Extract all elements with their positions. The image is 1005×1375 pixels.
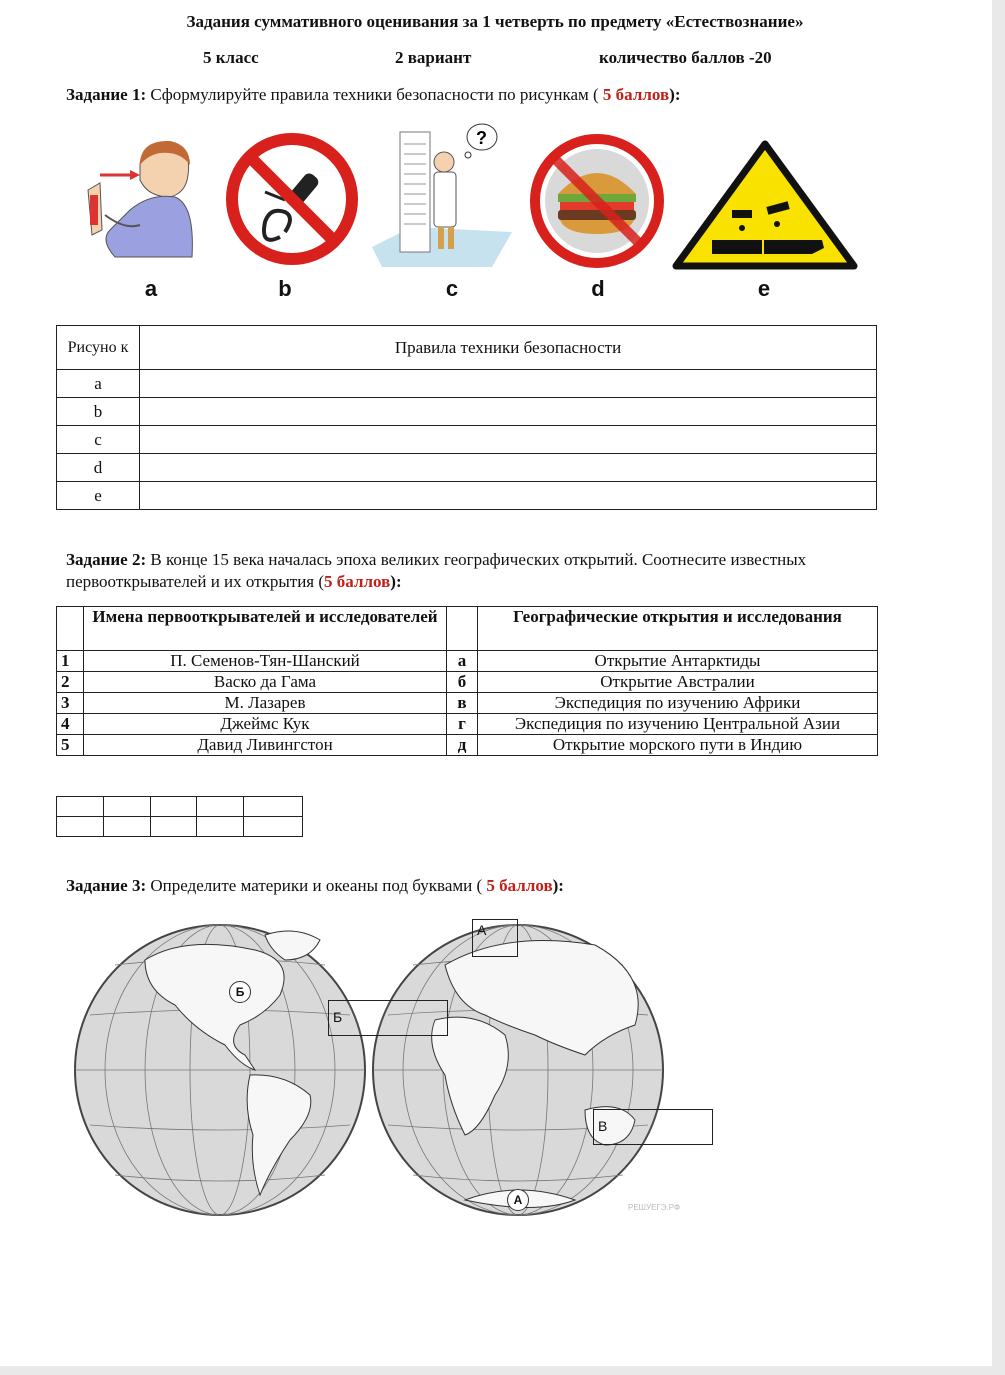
task2-row-name: М. Лазарев [84,693,447,714]
task2-row-num: 3 [57,693,84,714]
task2-prompt-line2 [66,572,402,592]
task1-end: ): [669,85,681,104]
task2-row-discovery: Открытие Антарктиды [478,651,878,672]
task1-col-picture-header: Рисуно к [57,326,140,370]
task1-prompt [66,85,680,105]
map-circle-label-b: Б [229,981,251,1003]
task1-row-letter: a [57,370,140,398]
task2-row-discovery: Открытие Австралии [478,672,878,693]
answer-cell[interactable] [57,817,104,837]
answer-cell[interactable] [150,797,197,817]
task2-num-header [57,607,84,651]
task2-row-name: Васко да Гама [84,672,447,693]
task2-row-letter: в [447,693,478,714]
svg-text:?: ? [476,128,487,148]
picture-c-read-instructions [372,122,512,272]
picture-letter-d: d [591,276,605,301]
task2-discoveries-header: Географические открытия и исследования [478,607,878,651]
task3-score: 5 баллов [486,876,553,895]
answer-cell[interactable] [150,817,197,837]
task2-score: 5 баллов [324,572,391,591]
map-box-label-a[interactable]: А [472,919,518,957]
task2-row-discovery: Открытие морского пути в Индию [478,735,878,756]
eastern-hemisphere [373,925,663,1215]
map-watermark: РЕШУЕГЭ.РФ [628,1203,681,1212]
task2-row-discovery: Экспедиция по изучению Африки [478,693,878,714]
map-box-label-v[interactable]: В [593,1109,713,1145]
task2-row-letter: а [447,651,478,672]
task1-text: Сформулируйте правила техники безопасности по рисункам ( [146,85,603,104]
task2-row-num: 5 [57,735,84,756]
task2-names-header: Имена первооткрывателей и исследователей [84,607,447,651]
variant-label: 2 вариант [395,48,472,67]
task2-row-letter: б [447,672,478,693]
task2-end: ): [390,572,402,591]
task3-text: Определите материки и океаны под буквами ( [146,876,487,895]
picture-letter-e: e [757,276,771,301]
task1-row-letter: d [57,454,140,482]
picture-d-no-food [528,132,666,270]
task1-table [56,325,877,510]
answer-cell[interactable] [244,817,303,837]
picture-a-heating-tube [70,135,195,260]
western-hemisphere [75,925,365,1215]
answer-cell[interactable] [197,797,244,817]
task3-label: Задание 3: [66,876,147,895]
task1-row-letter: c [57,426,140,454]
task2-label: Задание 2: [66,550,147,569]
answer-cell[interactable] [197,817,244,837]
task1-answer-cell[interactable] [140,398,877,426]
task2-text-line2: первооткрывателей и их открытия ( [66,572,325,591]
task2-row-num: 2 [57,672,84,693]
task1-answer-cell[interactable] [140,482,877,510]
task2-row-name: Джеймс Кук [84,714,447,735]
task1-answer-cell[interactable] [140,426,877,454]
task1-row-letter: b [57,398,140,426]
task1-answer-cell[interactable] [140,454,877,482]
task3-prompt [66,876,564,896]
task2-text-line1: В конце 15 века началась эпоха великих географических открытий. Соотнесите известных [146,550,807,569]
task2-table [56,606,878,756]
picture-e-corrosive-warning [672,140,858,270]
task2-row-letter: д [447,735,478,756]
task1-col-rules-header: Правила техники безопасности [140,326,877,370]
picture-letter-c: c [445,276,459,301]
task2-row-discovery: Экспедиция по изучению Центральной Азии [478,714,878,735]
task3-end: ): [552,876,564,895]
page-title: Задания суммативного оценивания за 1 четверть по предмету «Естествознание» [186,12,804,31]
task1-label: Задание 1: [66,85,147,104]
picture-letter-b: b [278,276,292,301]
task2-row-name: П. Семенов-Тян-Шанский [84,651,447,672]
task1-score: 5 баллов [602,85,670,104]
task1-answer-cell[interactable] [140,370,877,398]
map-circle-label-a: А [507,1189,529,1211]
task2-row-num: 1 [57,651,84,672]
task2-prompt-line1 [66,550,806,570]
answer-cell[interactable] [57,797,104,817]
picture-letter-a: a [144,276,158,301]
task2-letter-header [447,607,478,651]
task2-answer-grid [56,796,303,837]
answer-cell[interactable] [103,797,150,817]
task2-row-name: Давид Ливингстон [84,735,447,756]
points-label: количество баллов -20 [599,48,772,67]
picture-b-no-electric-plug [225,132,360,267]
world-map-hemispheres [65,905,690,1240]
task2-row-letter: г [447,714,478,735]
answer-cell[interactable] [103,817,150,837]
task2-row-num: 4 [57,714,84,735]
grade-label: 5 класс [203,48,259,67]
answer-cell[interactable] [244,797,303,817]
task1-row-letter: e [57,482,140,510]
map-box-label-b[interactable]: Б [328,1000,448,1036]
